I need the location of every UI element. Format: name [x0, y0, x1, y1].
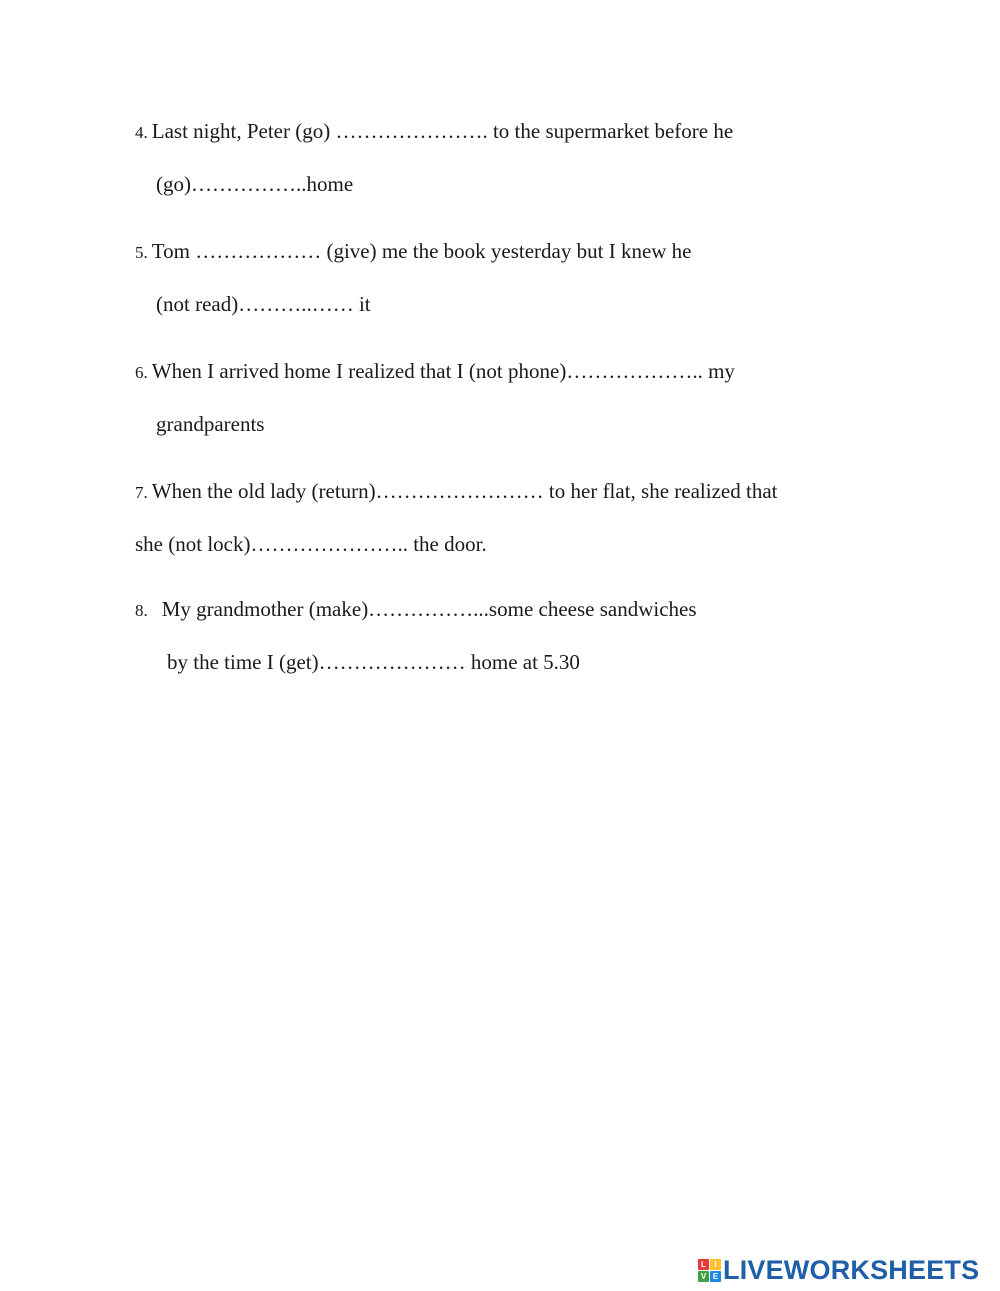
exercise-text: (go)……………..home	[156, 172, 354, 196]
exercise-text: When the old lady (return)…………………… to her flat, she realized that	[151, 479, 778, 503]
logo-block: L	[698, 1259, 709, 1270]
exercise-5-line-1	[135, 238, 692, 266]
exercise-6-line-1	[135, 358, 735, 386]
logo-block: V	[698, 1271, 709, 1282]
exercise-4-line-1	[135, 118, 733, 146]
exercise-text: When I arrived home I realized that I (not phone)……………….. my	[151, 359, 735, 383]
logo-blocks-icon	[698, 1259, 721, 1282]
exercise-4-line-2	[156, 171, 353, 197]
exercise-number: 6.	[135, 363, 148, 382]
exercise-8-line-2	[167, 649, 580, 675]
exercise-7-line-2	[135, 531, 487, 557]
exercise-text: Last night, Peter (go) …………………. to the supermarket before he	[151, 119, 734, 143]
logo-block: I	[710, 1259, 721, 1270]
brand-name: LIVEWORKSHEETS	[723, 1254, 980, 1285]
logo-block: E	[710, 1271, 721, 1282]
exercise-number: 5.	[135, 243, 148, 262]
exercise-6-line-2	[156, 411, 264, 437]
exercise-7-line-1	[135, 478, 777, 506]
exercise-text: Tom ……………… (give) me the book yesterday but I knew he	[151, 239, 692, 263]
exercise-number: 4.	[135, 123, 148, 142]
liveworksheets-logo	[698, 1255, 979, 1285]
exercise-8-line-1	[135, 596, 697, 624]
exercise-text: My grandmother (make)……………...some cheese sandwiches	[161, 597, 697, 621]
exercise-text: (not read)………..…… it	[156, 292, 371, 316]
exercise-number: 7.	[135, 483, 148, 502]
exercise-5-line-2	[156, 291, 371, 317]
exercise-number: 8.	[135, 601, 148, 620]
exercise-text: by the time I (get)………………… home at 5.30	[167, 650, 580, 674]
exercise-text: she (not lock)………………….. the door.	[135, 532, 487, 556]
exercise-text: grandparents	[156, 412, 265, 436]
